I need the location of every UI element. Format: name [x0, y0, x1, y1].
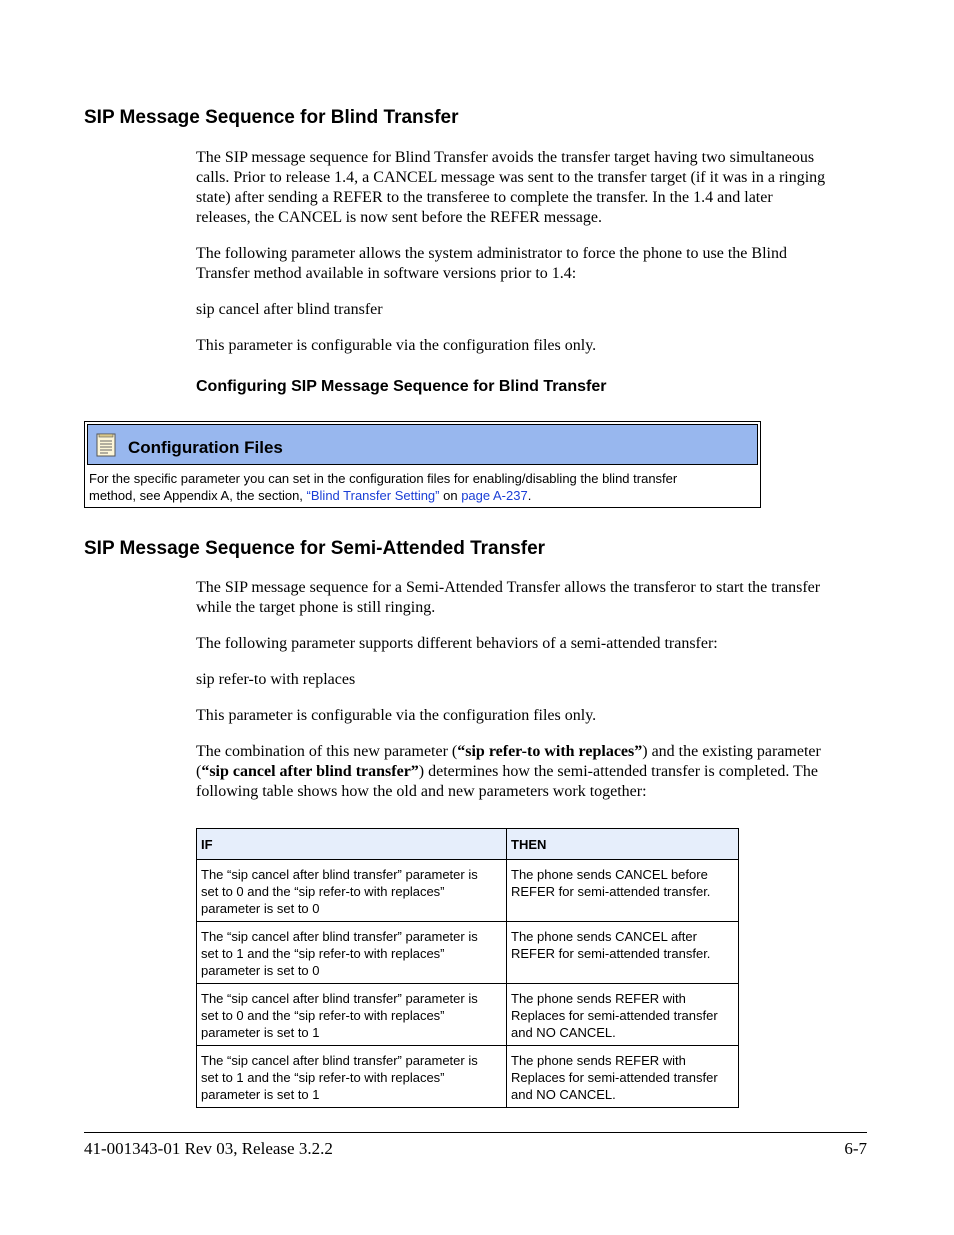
header-if: IF: [197, 829, 507, 860]
text-segment: .: [527, 488, 532, 503]
cell-if: [197, 1046, 507, 1108]
text-segment: The combination of this new parameter (: [196, 743, 458, 760]
text-line: The SIP message sequence for a Semi-Attended Transfer allows the transferor to start the transfer: [196, 579, 821, 596]
text-line: [196, 762, 876, 782]
text-line: Replaces for semi-attended transfer: [511, 1008, 718, 1023]
text-line: and NO CANCEL.: [511, 1087, 616, 1102]
paragraph-semi-attended-parameter-intro: The following parameter supports different behaviors of a semi-attended transfer:: [196, 635, 718, 652]
text-segment: ) and the existing parameter: [642, 743, 821, 760]
configuration-files-title: Configuration Files: [128, 438, 283, 457]
configuration-files-text: [89, 470, 754, 504]
cell-then: [507, 1046, 739, 1108]
text-line: The phone sends CANCEL after: [511, 929, 697, 944]
text-line: while the target phone is still ringing.: [196, 599, 436, 616]
text-line: The “sip cancel after blind transfer” parameter is: [201, 867, 478, 882]
if-then-table: [196, 828, 739, 1108]
subheading-configuring-blind-transfer: Configuring SIP Message Sequence for Blind Transfer: [196, 378, 607, 395]
footer-page-number: 6-7: [844, 1139, 867, 1158]
paragraph-semi-attended-intro: [196, 578, 876, 618]
cell-then: [507, 860, 739, 922]
text-line: The “sip cancel after blind transfer” parameter is: [201, 929, 478, 944]
text-line: set to 0 and the “sip refer-to with replaces”: [201, 1008, 445, 1023]
text-line: The SIP message sequence for Blind Transfer avoids the transfer target having two simultaneous: [196, 149, 815, 166]
cell-then: [507, 922, 739, 984]
text-line: Replaces for semi-attended transfer: [511, 1070, 718, 1085]
text-line: The “sip cancel after blind transfer” parameter is: [201, 991, 478, 1006]
text-line: parameter is set to 0: [201, 901, 320, 916]
table-row: [197, 922, 739, 984]
text-segment: on: [439, 488, 462, 503]
table-row: [197, 860, 739, 922]
text-line: For the specific parameter you can set in the configuration files for enabling/disabling the blind transfer: [89, 471, 678, 486]
footer-divider: [84, 1132, 867, 1133]
text-segment: (: [196, 763, 202, 780]
text-line: and NO CANCEL.: [511, 1025, 616, 1040]
parameter-name-semi-attended: sip refer-to with replaces: [196, 671, 356, 688]
text-line: following table shows how the old and new parameters work together:: [196, 783, 647, 800]
paragraph-config-files-only-1: This parameter is configurable via the configuration files only.: [196, 337, 597, 354]
footer-document-id: 41-001343-01 Rev 03, Release 3.2.2: [84, 1139, 333, 1158]
text-line: [196, 742, 876, 762]
text-line: Transfer method available in software versions prior to 1.4:: [196, 265, 577, 282]
document-icon: [96, 433, 116, 457]
text-line: The phone sends REFER with: [511, 991, 686, 1006]
section-heading-blind-transfer: SIP Message Sequence for Blind Transfer: [84, 107, 459, 128]
configuration-files-box: [84, 421, 761, 508]
text-line: set to 1 and the “sip refer-to with replaces”: [201, 1070, 445, 1085]
text-line: state) after sending a REFER to the transferee to complete the transfer. In the 1.4 and later: [196, 189, 773, 206]
section-heading-semi-attended-transfer: SIP Message Sequence for Semi-Attended Transfer: [84, 538, 546, 559]
cell-if: [197, 860, 507, 922]
cell-then: [507, 984, 739, 1046]
text-line: REFER for semi-attended transfer.: [511, 884, 711, 899]
text-line: releases, the CANCEL is now sent before the REFER message.: [196, 209, 602, 226]
text-line: set to 1 and the “sip refer-to with replaces”: [201, 946, 445, 961]
bold-parameter-cancel-after: “sip cancel after blind transfer”: [201, 763, 419, 780]
text-segment: ) determines how the semi-attended transfer is completed. The: [418, 763, 818, 780]
header-then: THEN: [507, 829, 739, 860]
bold-parameter-refer-to: “sip refer-to with replaces”: [457, 743, 643, 760]
text-line: set to 0 and the “sip refer-to with replaces”: [201, 884, 445, 899]
cell-if: [197, 922, 507, 984]
text-line: parameter is set to 1: [201, 1087, 320, 1102]
text-segment: method, see Appendix A, the section,: [89, 488, 307, 503]
text-line: The “sip cancel after blind transfer” parameter is: [201, 1053, 478, 1068]
paragraph-config-files-only-2: This parameter is configurable via the configuration files only.: [196, 707, 597, 724]
link-blind-transfer-setting[interactable]: “Blind Transfer Setting”: [306, 488, 440, 503]
link-page-a-237[interactable]: page A-237: [461, 488, 528, 503]
table-row: [197, 1046, 739, 1108]
text-line: calls. Prior to release 1.4, a CANCEL message was sent to the transfer target (if it was in a ringing: [196, 169, 826, 186]
cell-if: [197, 984, 507, 1046]
text-line: [89, 487, 754, 504]
text-line: parameter is set to 0: [201, 963, 320, 978]
parameter-name-blind: sip cancel after blind transfer: [196, 301, 383, 318]
text-line: The following parameter allows the system administrator to force the phone to use the Blind: [196, 245, 787, 262]
table-row: [197, 984, 739, 1046]
text-line: The phone sends REFER with: [511, 1053, 686, 1068]
text-line: parameter is set to 1: [201, 1025, 320, 1040]
table-header-row: [197, 829, 739, 860]
text-line: The phone sends CANCEL before: [511, 867, 708, 882]
configuration-files-header: [87, 424, 758, 465]
paragraph-blind-transfer-parameter-intro: [196, 244, 876, 284]
paragraph-blind-transfer-intro: [196, 148, 876, 228]
paragraph-parameter-combination: [196, 742, 876, 802]
text-line: REFER for semi-attended transfer.: [511, 946, 711, 961]
